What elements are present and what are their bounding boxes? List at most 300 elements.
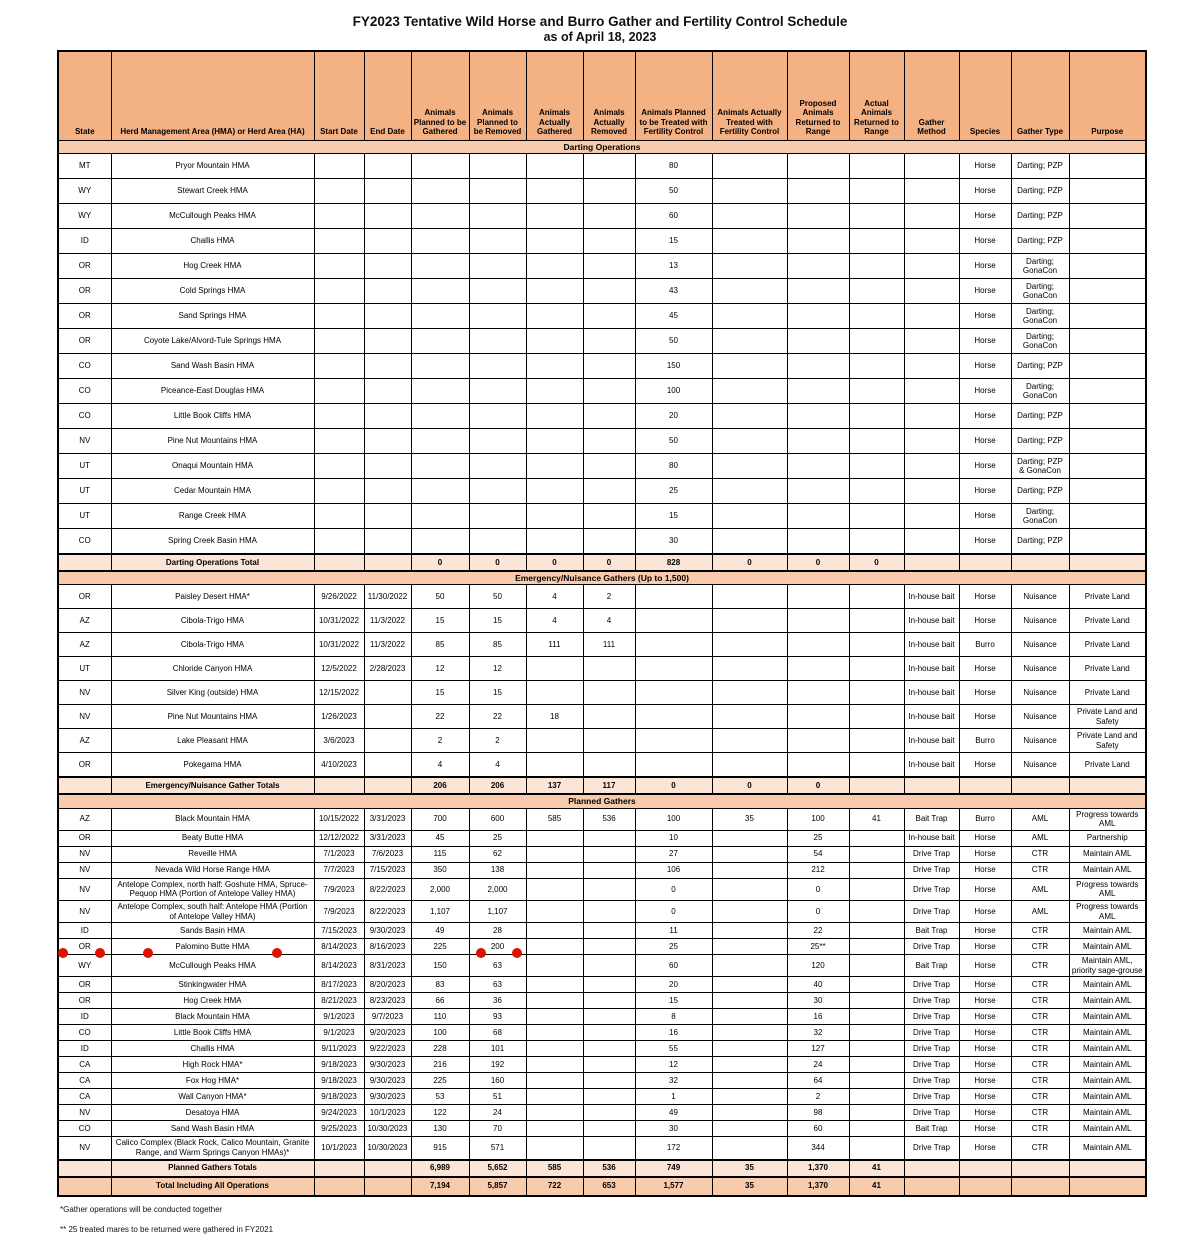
actually-fertility-cell <box>712 939 787 955</box>
planned-removed-cell: 138 <box>469 862 526 878</box>
hma-cell: Piceance-East Douglas HMA <box>111 379 314 404</box>
purpose-cell: Maintain AML <box>1069 1025 1146 1041</box>
purpose-cell <box>1069 479 1146 504</box>
state-cell: UT <box>58 454 111 479</box>
purpose-cell: Private Land <box>1069 633 1146 657</box>
planned-gathered-cell: 225 <box>411 939 469 955</box>
state-cell: OR <box>58 939 111 955</box>
planned-gathered-cell: 66 <box>411 993 469 1009</box>
actually-removed-cell <box>583 304 635 329</box>
proposed-returned-cell: 54 <box>787 846 849 862</box>
planned-removed-cell: 51 <box>469 1089 526 1105</box>
page-title: FY2023 Tentative Wild Horse and Burro Gather and Fertility Control Schedule <box>352 14 848 29</box>
end-date-cell: 8/20/2023 <box>364 977 411 993</box>
planned-removed-cell <box>469 479 526 504</box>
proposed-returned-cell: 25** <box>787 939 849 955</box>
planned-fertility-cell: 45 <box>635 304 712 329</box>
actually-fertility-cell <box>712 254 787 279</box>
planned-fertility-cell <box>635 753 712 778</box>
actual-returned-cell <box>849 1057 904 1073</box>
actually-fertility-cell <box>712 329 787 354</box>
actual-returned-cell <box>849 479 904 504</box>
hma-cell: Sand Wash Basin HMA <box>111 354 314 379</box>
end-date-cell <box>364 179 411 204</box>
end-date-cell <box>364 304 411 329</box>
table-row <box>58 454 1146 479</box>
table-row <box>58 504 1146 529</box>
planned-removed-cell <box>469 229 526 254</box>
hma-cell: High Rock HMA* <box>111 1057 314 1073</box>
column-header-actually-fertility: Animals Actually Treated with Fertility Control <box>712 51 787 141</box>
actual-returned-cell <box>849 1009 904 1025</box>
actually-removed-cell <box>583 329 635 354</box>
planned-removed-cell <box>469 454 526 479</box>
state-cell: NV <box>58 846 111 862</box>
actually-fertility-cell <box>712 830 787 846</box>
actually-removed-cell <box>583 939 635 955</box>
species-cell: Horse <box>959 254 1011 279</box>
footnote: *Gather operations will be conducted together <box>60 1204 223 1214</box>
actually-fertility-cell <box>712 1121 787 1137</box>
proposed-returned-cell <box>787 729 849 753</box>
gather-method-cell: Bait Trap <box>904 955 959 977</box>
gather-method-cell: Drive Trap <box>904 1041 959 1057</box>
species-cell: Horse <box>959 154 1011 179</box>
species-cell: Horse <box>959 900 1011 922</box>
actually-removed-cell: 653 <box>583 1177 635 1196</box>
planned-fertility-cell: 100 <box>635 808 712 830</box>
column-header-actually-removed: Animals Actually Removed <box>583 51 635 141</box>
planned-removed-cell: 15 <box>469 609 526 633</box>
planned-removed-cell: 571 <box>469 1137 526 1160</box>
actually-removed-cell <box>583 229 635 254</box>
purpose-cell <box>1069 204 1146 229</box>
purpose-cell: Maintain AML, priority sage-grouse <box>1069 955 1146 977</box>
state-cell <box>58 1160 111 1177</box>
actually-fertility-cell <box>712 454 787 479</box>
planned-gathered-cell: 216 <box>411 1057 469 1073</box>
gather-method-cell: In-house bait <box>904 681 959 705</box>
proposed-returned-cell: 22 <box>787 923 849 939</box>
column-header-species: Species <box>959 51 1011 141</box>
planned-removed-cell: 192 <box>469 1057 526 1073</box>
actual-returned-cell <box>849 154 904 179</box>
gather-method-cell: Drive Trap <box>904 1009 959 1025</box>
purpose-cell: Progress towards AML <box>1069 878 1146 900</box>
table-row <box>58 900 1146 922</box>
state-cell: ID <box>58 923 111 939</box>
gather-type-cell <box>1011 777 1069 794</box>
gather-method-cell <box>904 404 959 429</box>
actually-fertility-cell <box>712 923 787 939</box>
actually-removed-cell <box>583 504 635 529</box>
table-row <box>58 1089 1146 1105</box>
gather-method-cell <box>904 554 959 571</box>
gather-method-cell: Drive Trap <box>904 993 959 1009</box>
actually-fertility-cell: 0 <box>712 554 787 571</box>
gather-type-cell: Darting; PZP <box>1011 229 1069 254</box>
actually-gathered-cell <box>526 529 583 555</box>
end-date-cell <box>364 254 411 279</box>
state-cell <box>58 554 111 571</box>
end-date-cell: 10/1/2023 <box>364 1105 411 1121</box>
column-header-hma: Herd Management Area (HMA) or Herd Area (HA) <box>111 51 314 141</box>
planned-gathered-cell <box>411 154 469 179</box>
proposed-returned-cell: 0 <box>787 554 849 571</box>
hma-cell: Stewart Creek HMA <box>111 179 314 204</box>
actual-returned-cell <box>849 454 904 479</box>
actual-returned-cell <box>849 753 904 778</box>
actually-fertility-cell <box>712 1073 787 1089</box>
actually-gathered-cell <box>526 657 583 681</box>
planned-gathered-cell: 700 <box>411 808 469 830</box>
proposed-returned-cell: 24 <box>787 1057 849 1073</box>
table-row <box>58 939 1146 955</box>
table-row <box>58 179 1146 204</box>
red-dot-marker <box>476 948 486 958</box>
end-date-cell: 10/30/2023 <box>364 1121 411 1137</box>
hma-cell: Reveille HMA <box>111 846 314 862</box>
actually-removed-cell <box>583 977 635 993</box>
gather-type-cell <box>1011 554 1069 571</box>
actually-removed-cell <box>583 154 635 179</box>
gather-type-cell: Darting; GonaCon <box>1011 254 1069 279</box>
end-date-cell: 11/3/2022 <box>364 633 411 657</box>
table-row <box>58 379 1146 404</box>
species-cell: Horse <box>959 1089 1011 1105</box>
planned-fertility-cell: 30 <box>635 1121 712 1137</box>
state-cell: MT <box>58 154 111 179</box>
planned-removed-cell <box>469 329 526 354</box>
actually-removed-cell <box>583 354 635 379</box>
table-row <box>58 585 1146 609</box>
actually-gathered-cell: 137 <box>526 777 583 794</box>
table-row <box>58 657 1146 681</box>
hma-cell: Pine Nut Mountains HMA <box>111 705 314 729</box>
table-header <box>58 51 1146 141</box>
planned-gathered-cell: 115 <box>411 846 469 862</box>
gather-type-cell: Darting; PZP <box>1011 404 1069 429</box>
actually-fertility-cell <box>712 1009 787 1025</box>
gather-method-cell <box>904 1160 959 1177</box>
actually-gathered-cell: 4 <box>526 609 583 633</box>
start-date-cell <box>314 329 364 354</box>
actually-gathered-cell <box>526 229 583 254</box>
purpose-cell <box>1069 179 1146 204</box>
end-date-cell: 10/30/2023 <box>364 1137 411 1160</box>
section-band <box>58 141 1146 154</box>
planned-fertility-cell: 13 <box>635 254 712 279</box>
state-cell: AZ <box>58 729 111 753</box>
actually-gathered-cell <box>526 154 583 179</box>
gather-type-cell: Darting; PZP <box>1011 204 1069 229</box>
purpose-cell: Private Land <box>1069 609 1146 633</box>
proposed-returned-cell <box>787 429 849 454</box>
actually-removed-cell <box>583 993 635 1009</box>
purpose-cell: Maintain AML <box>1069 1073 1146 1089</box>
start-date-cell <box>314 404 364 429</box>
actual-returned-cell <box>849 329 904 354</box>
actual-returned-cell <box>849 504 904 529</box>
planned-gathered-cell: 12 <box>411 657 469 681</box>
proposed-returned-cell: 1,370 <box>787 1177 849 1196</box>
end-date-cell <box>364 681 411 705</box>
actual-returned-cell <box>849 254 904 279</box>
end-date-cell: 8/16/2023 <box>364 939 411 955</box>
actually-fertility-cell <box>712 729 787 753</box>
gather-method-cell: In-house bait <box>904 753 959 778</box>
purpose-cell: Progress towards AML <box>1069 808 1146 830</box>
actually-removed-cell: 2 <box>583 585 635 609</box>
actually-fertility-cell <box>712 657 787 681</box>
hma-cell: Wall Canyon HMA* <box>111 1089 314 1105</box>
species-cell: Horse <box>959 862 1011 878</box>
species-cell: Horse <box>959 179 1011 204</box>
hma-cell: Little Book Cliffs HMA <box>111 404 314 429</box>
proposed-returned-cell: 0 <box>787 777 849 794</box>
planned-removed-cell: 15 <box>469 681 526 705</box>
end-date-cell <box>364 1177 411 1196</box>
actually-gathered-cell: 4 <box>526 585 583 609</box>
actual-returned-cell <box>849 1137 904 1160</box>
proposed-returned-cell <box>787 254 849 279</box>
species-cell: Horse <box>959 1121 1011 1137</box>
proposed-returned-cell: 0 <box>787 878 849 900</box>
start-date-cell: 7/9/2023 <box>314 878 364 900</box>
purpose-cell: Maintain AML <box>1069 1089 1146 1105</box>
species-cell: Horse <box>959 429 1011 454</box>
actually-removed-cell <box>583 1105 635 1121</box>
proposed-returned-cell <box>787 329 849 354</box>
actually-gathered-cell <box>526 1057 583 1073</box>
gather-type-cell: Nuisance <box>1011 585 1069 609</box>
purpose-cell: Private Land <box>1069 585 1146 609</box>
actually-removed-cell <box>583 279 635 304</box>
actually-gathered-cell <box>526 900 583 922</box>
proposed-returned-cell: 16 <box>787 1009 849 1025</box>
section-band-label: Emergency/Nuisance Gathers (Up to 1,500) <box>58 571 1146 585</box>
actually-fertility-cell <box>712 862 787 878</box>
actually-gathered-cell <box>526 1089 583 1105</box>
table-row <box>58 1041 1146 1057</box>
gather-method-cell <box>904 354 959 379</box>
planned-gathered-cell <box>411 379 469 404</box>
proposed-returned-cell <box>787 404 849 429</box>
actually-removed-cell <box>583 1025 635 1041</box>
end-date-cell: 8/31/2023 <box>364 955 411 977</box>
state-cell: CO <box>58 529 111 555</box>
state-cell: CO <box>58 1025 111 1041</box>
gather-method-cell <box>904 279 959 304</box>
table-row <box>58 977 1146 993</box>
start-date-cell <box>314 479 364 504</box>
planned-removed-cell: 0 <box>469 554 526 571</box>
actual-returned-cell <box>849 204 904 229</box>
gather-type-cell: AML <box>1011 808 1069 830</box>
planned-fertility-cell: 12 <box>635 1057 712 1073</box>
planned-gathered-cell: 85 <box>411 633 469 657</box>
actually-removed-cell <box>583 379 635 404</box>
actually-fertility-cell <box>712 229 787 254</box>
section-total-row <box>58 554 1146 571</box>
table-row <box>58 878 1146 900</box>
purpose-cell: Maintain AML <box>1069 862 1146 878</box>
species-cell: Horse <box>959 329 1011 354</box>
purpose-cell <box>1069 504 1146 529</box>
proposed-returned-cell <box>787 529 849 555</box>
actually-gathered-cell <box>526 729 583 753</box>
planned-gathered-cell <box>411 479 469 504</box>
actually-fertility-cell: 35 <box>712 1177 787 1196</box>
start-date-cell: 9/18/2023 <box>314 1089 364 1105</box>
gather-type-cell <box>1011 1160 1069 1177</box>
planned-fertility-cell <box>635 705 712 729</box>
table-row <box>58 1025 1146 1041</box>
start-date-cell: 7/9/2023 <box>314 900 364 922</box>
table-row <box>58 529 1146 555</box>
planned-fertility-cell: 55 <box>635 1041 712 1057</box>
end-date-cell: 9/30/2023 <box>364 1073 411 1089</box>
actually-removed-cell: 536 <box>583 808 635 830</box>
planned-removed-cell: 600 <box>469 808 526 830</box>
planned-fertility-cell <box>635 657 712 681</box>
column-header-start-date: Start Date <box>314 51 364 141</box>
actually-gathered-cell <box>526 329 583 354</box>
proposed-returned-cell: 30 <box>787 993 849 1009</box>
planned-fertility-cell: 10 <box>635 830 712 846</box>
purpose-cell <box>1069 229 1146 254</box>
red-dot-marker <box>95 948 105 958</box>
actually-removed-cell <box>583 254 635 279</box>
actually-fertility-cell <box>712 429 787 454</box>
state-cell: AZ <box>58 609 111 633</box>
gather-type-cell: Darting; PZP <box>1011 154 1069 179</box>
purpose-cell <box>1069 379 1146 404</box>
planned-removed-cell <box>469 279 526 304</box>
state-cell: CO <box>58 1121 111 1137</box>
actual-returned-cell <box>849 609 904 633</box>
gather-type-cell: Darting; GonaCon <box>1011 504 1069 529</box>
hma-cell: Total Including All Operations <box>111 1177 314 1196</box>
actually-fertility-cell <box>712 1025 787 1041</box>
proposed-returned-cell <box>787 705 849 729</box>
state-cell: NV <box>58 862 111 878</box>
planned-fertility-cell: 15 <box>635 229 712 254</box>
actually-gathered-cell <box>526 1073 583 1089</box>
planned-gathered-cell <box>411 254 469 279</box>
planned-removed-cell <box>469 204 526 229</box>
species-cell: Burro <box>959 633 1011 657</box>
table-row <box>58 1105 1146 1121</box>
species-cell: Horse <box>959 846 1011 862</box>
actual-returned-cell <box>849 1073 904 1089</box>
planned-gathered-cell <box>411 179 469 204</box>
planned-fertility-cell: 50 <box>635 429 712 454</box>
hma-cell: Hog Creek HMA <box>111 993 314 1009</box>
section-band <box>58 571 1146 585</box>
species-cell: Horse <box>959 705 1011 729</box>
end-date-cell: 7/6/2023 <box>364 846 411 862</box>
gather-method-cell: Drive Trap <box>904 1089 959 1105</box>
end-date-cell <box>364 229 411 254</box>
end-date-cell <box>364 529 411 555</box>
actually-gathered-cell <box>526 977 583 993</box>
actually-fertility-cell <box>712 977 787 993</box>
table-row <box>58 923 1146 939</box>
planned-removed-cell <box>469 254 526 279</box>
actually-gathered-cell <box>526 923 583 939</box>
planned-fertility-cell: 25 <box>635 479 712 504</box>
actually-removed-cell: 4 <box>583 609 635 633</box>
state-cell: OR <box>58 279 111 304</box>
actually-removed-cell <box>583 862 635 878</box>
actually-removed-cell: 111 <box>583 633 635 657</box>
gather-method-cell <box>904 229 959 254</box>
actual-returned-cell <box>849 862 904 878</box>
state-cell: OR <box>58 329 111 354</box>
table-row <box>58 808 1146 830</box>
actual-returned-cell <box>849 379 904 404</box>
section-total-row <box>58 1160 1146 1177</box>
actually-removed-cell <box>583 529 635 555</box>
start-date-cell <box>314 354 364 379</box>
hma-cell: Coyote Lake/Alvord-Tule Springs HMA <box>111 329 314 354</box>
gather-method-cell <box>904 429 959 454</box>
purpose-cell: Maintain AML <box>1069 977 1146 993</box>
purpose-cell: Maintain AML <box>1069 1105 1146 1121</box>
species-cell: Horse <box>959 830 1011 846</box>
state-cell: CA <box>58 1057 111 1073</box>
actually-gathered-cell <box>526 753 583 778</box>
species-cell: Horse <box>959 939 1011 955</box>
gather-type-cell: CTR <box>1011 1089 1069 1105</box>
gather-type-cell: AML <box>1011 878 1069 900</box>
planned-fertility-cell: 0 <box>635 900 712 922</box>
species-cell: Horse <box>959 878 1011 900</box>
gather-type-cell: Darting; PZP <box>1011 479 1069 504</box>
proposed-returned-cell: 1,370 <box>787 1160 849 1177</box>
start-date-cell <box>314 529 364 555</box>
actual-returned-cell <box>849 900 904 922</box>
column-header-gather-type: Gather Type <box>1011 51 1069 141</box>
gather-method-cell: Drive Trap <box>904 878 959 900</box>
actually-fertility-cell <box>712 609 787 633</box>
actual-returned-cell <box>849 777 904 794</box>
planned-gathered-cell <box>411 229 469 254</box>
hma-cell: Darting Operations Total <box>111 554 314 571</box>
hma-cell: Sands Basin HMA <box>111 923 314 939</box>
column-header-actually-gathered: Animals Actually Gathered <box>526 51 583 141</box>
state-cell: WY <box>58 204 111 229</box>
hma-cell: Cold Springs HMA <box>111 279 314 304</box>
planned-removed-cell <box>469 154 526 179</box>
hma-cell: Black Mountain HMA <box>111 808 314 830</box>
planned-removed-cell: 160 <box>469 1073 526 1089</box>
actually-gathered-cell <box>526 479 583 504</box>
table-row <box>58 479 1146 504</box>
planned-gathered-cell: 22 <box>411 705 469 729</box>
actual-returned-cell <box>849 729 904 753</box>
hma-cell: Pine Nut Mountains HMA <box>111 429 314 454</box>
start-date-cell: 9/11/2023 <box>314 1041 364 1057</box>
planned-gathered-cell: 50 <box>411 585 469 609</box>
end-date-cell <box>364 729 411 753</box>
start-date-cell <box>314 154 364 179</box>
actual-returned-cell <box>849 1041 904 1057</box>
gather-type-cell: CTR <box>1011 1105 1069 1121</box>
planned-removed-cell: 70 <box>469 1121 526 1137</box>
gather-type-cell: CTR <box>1011 1009 1069 1025</box>
